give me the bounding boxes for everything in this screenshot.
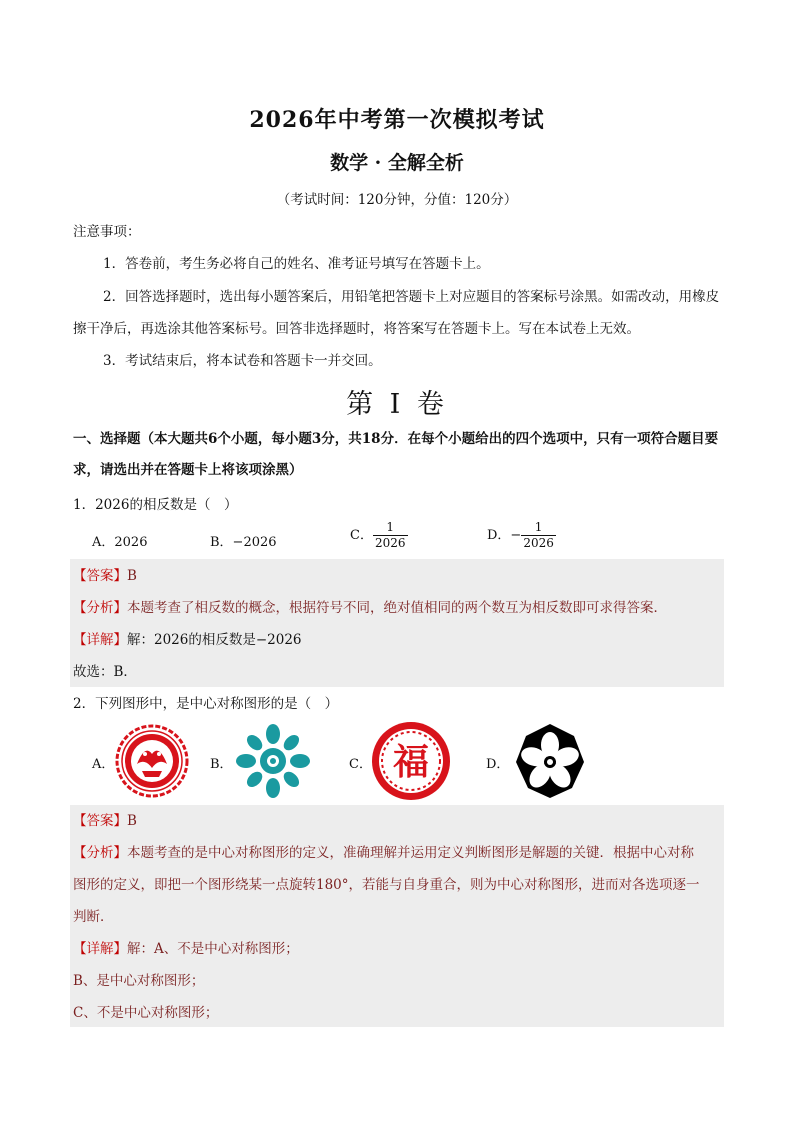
fraction-numerator: 1 (534, 520, 543, 534)
analysis-tag: 【分析】 (73, 845, 127, 861)
paper-cut-seal-image (115, 724, 189, 802)
q2-detail-line-2: B、是中心对称图形； (73, 973, 205, 989)
section-heading: 一、选择题（本大题共6个小题，每小题3分，共18分．在每个小题给出的四个选项中，只有一项符合题目要求，请选出并在答题卡上将该项涂黑） (73, 431, 719, 478)
teal-flower-image (234, 722, 312, 804)
page-subtitle: 数学 · 全解全析 (330, 152, 464, 174)
q2-detail-line-3: C、不是中心对称图形； (73, 1005, 219, 1021)
question-1-stem: 1．2026的相反数是（ ） (73, 497, 238, 513)
analysis-tag: 【分析】 (73, 600, 127, 616)
q2-analysis-line-2: 图形的定义，即把一个图形绕某一点旋转180°，若能与自身重合，则为中心对称图形，进而对各选项逐一 (73, 877, 700, 893)
q1-option-c-label: C． (350, 528, 373, 543)
notes-heading: 注意事项： (73, 224, 141, 240)
q2-analysis-line-1 (73, 837, 718, 869)
volume-heading: 第 I 卷 (346, 389, 448, 420)
q1-option-b: B．−2026 (210, 535, 277, 550)
exam-info: （考试时间：120分钟，分值：120分） (276, 192, 518, 208)
q2-label-d: D． (486, 757, 510, 772)
question-2-stem: 2．下列图形中，是中心对称图形的是（ ） (73, 696, 339, 712)
fu-character-seal-image (370, 720, 452, 806)
fraction-denominator: 2026 (523, 536, 554, 550)
q1-detail-line (73, 624, 718, 656)
q2-analysis-line-3: 判断． (73, 909, 114, 925)
fraction-denominator: 2026 (374, 536, 406, 550)
q2-detail-line-1 (73, 933, 718, 965)
q1-analysis-line (73, 592, 718, 624)
q2-label-a: A． (92, 757, 115, 772)
answer-value: B (127, 813, 137, 829)
q1-option-c-fraction (373, 520, 408, 551)
detail-text: 解：2026的相反数是−2026 (127, 632, 302, 648)
analysis-text: 本题考查了相反数的概念，根据符号不同，绝对值相同的两个数互为相反数即可求得答案． (127, 600, 667, 616)
q1-option-c (350, 520, 408, 551)
note-item-1: 1．答卷前，考生务必将自己的姓名、准考证号填写在答题卡上。 (103, 256, 490, 272)
q1-option-a: A．2026 (92, 535, 148, 550)
q1-option-d (487, 520, 556, 551)
q2-label-c: C． (349, 757, 372, 772)
q1-conclusion: 故选：B． (73, 664, 137, 680)
analysis-text: 本题考查的是中心对称图形的定义，准确理解并运用定义判断图形是解题的关键．根据中心对称 (127, 845, 694, 861)
answer-tag: 【答案】 (73, 568, 127, 584)
q2-label-b: B． (210, 757, 233, 772)
answer-tag: 【答案】 (73, 813, 127, 829)
page-title: 2026年中考第一次模拟考试 (249, 107, 545, 133)
q1-answer-line (73, 560, 718, 592)
note-item-2: 2．回答选择题时，选出每小题答案后，用铅笔把答题卡上对应题目的答案标号涂黑。如需改动，用橡皮擦干净后，再选涂其他答案标号。回答非选择题时，将答案写在答题卡上。写在本试卷上无效。 (73, 289, 720, 337)
detail-tag: 【详解】 (73, 632, 127, 648)
detail-tag: 【详解】 (73, 941, 127, 957)
q2-answer-line (73, 805, 718, 837)
note-item-3: 3．考试结束后，将本试卷和答题卡一并交回。 (103, 353, 382, 369)
fu-character: 福 (392, 742, 430, 783)
fraction-numerator: 1 (386, 520, 395, 534)
q1-option-d-label: D．− (487, 528, 522, 543)
detail-text: 解：A、不是中心对称图形； (127, 941, 299, 957)
black-flower-image (512, 722, 588, 804)
answer-value: B (127, 568, 137, 584)
q1-option-d-fraction (521, 520, 556, 551)
